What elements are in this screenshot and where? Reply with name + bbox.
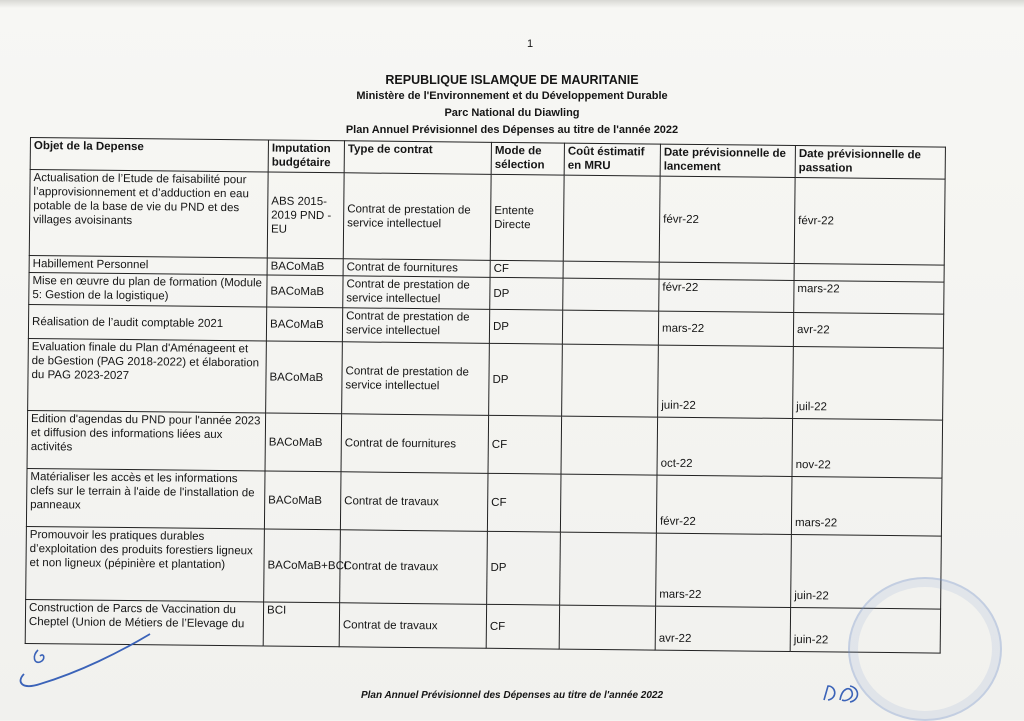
cell-passation: juil-22 [793,347,944,421]
expense-table [25,137,946,654]
cell-passation: mars-22 [791,476,942,536]
cell-imputation: BCI [263,602,339,647]
table-row [26,468,942,536]
cell-cout [563,261,659,279]
header-plan-title: Plan Annuel Prévisionnel des Dépenses au titre de l'année 2022 [345,124,679,136]
cell-passation: juin-22 [790,607,940,653]
cell-lancement: mars-22 [656,533,792,607]
cell-passation: avr-22 [793,313,943,349]
expense-table-wrapper [25,137,945,662]
cell-imputation: BACoMaB [265,413,342,472]
cell-objet: Construction de Parcs de Vaccination du Cheptel (Union de Métiers de l’Elevage du [25,599,263,645]
cell-lancement: févr-22 [659,279,794,312]
cell-type: Contrat de travaux [340,472,488,532]
cell-imputation: ABS 2015-2019 PND - EU [267,172,344,259]
cell-mode: DP [489,309,562,344]
col-header-lancement: Date prévisionnelle de lancement [660,144,795,177]
cell-objet: Evaluation finale du Plan d'Aménageent et de bGestion (PAG 2018-2022) et élaboration du PAG 2023-2027 [28,338,267,412]
cell-objet: Réalisation de l’audit comptable 2021 [28,304,266,340]
table-row [26,526,942,609]
cell-mode: CF [490,260,563,278]
cell-passation [794,264,944,283]
cell-cout [563,175,660,262]
page-number: 1 [527,38,534,50]
cell-type: Contrat de prestation de service intellectuel [343,276,490,310]
cell-lancement: juin-22 [658,345,794,418]
cell-passation: juin-22 [791,534,942,609]
cell-mode: CF [486,604,559,649]
col-header-mode: Mode de sélection [491,142,564,175]
table-row [28,338,944,420]
cell-mode: DP [487,531,561,605]
cell-type: Contrat de fournitures [343,259,490,278]
cell-type: Contrat de prestation de service intellectuel [343,173,491,261]
cell-type: Contrat de fournitures [341,414,489,474]
cell-passation: nov-22 [792,419,943,479]
cell-type: Contrat de travaux [340,530,488,605]
cell-imputation: BACoMaB [264,471,341,530]
page-footer: Plan Annuel Prévisionnel des Dépenses au titre de l'année 2022 [360,690,664,701]
header-country: REPUBLIQUE ISLAMQUE DE MAURITANIE [385,73,639,87]
cell-mode: CF [487,473,561,532]
header-ministry: Ministère de l'Environnement et du Développement Durable [356,90,668,102]
cell-cout [562,310,658,345]
cell-objet: Actualisation de l’Etude de faisabilité pour l’approvisionnement et d’adduction en eau potable de la base de vie du PND et des villages avoisinants [29,170,268,258]
cell-passation: mars-22 [794,281,944,315]
cell-objet: Mise en œuvre du plan de formation (Module 5: Gestion de la logistique) [29,272,267,306]
cell-mode: Entente Directe [490,174,564,261]
cell-lancement: mars-22 [658,311,793,346]
cell-imputation: BACoMaB+BCI [264,529,341,603]
col-header-cout: Coût éstimatif en MRU [564,143,660,176]
cell-objet: Edition d'agendas du PND pour l'année 2023 et diffusion des informations liées aux activités [27,410,266,470]
col-header-passation: Date prévisionnelle de passation [795,146,945,180]
cell-cout [563,278,659,311]
cell-mode: DP [489,343,563,416]
cell-lancement: févr-22 [656,475,792,534]
cell-mode: CF [488,415,562,474]
signature-image [10,612,170,702]
cell-type: Contrat de prestation de service intellectuel [342,308,489,344]
cell-lancement: avr-22 [655,606,790,651]
table-row [27,410,943,478]
cell-objet: Promouvoir les pratiques durables d’exploitation des produits forestiers ligneux et non ligneux (pépinière et plantation) [26,526,265,601]
col-header-objet: Objet de la Depense [30,138,268,172]
cell-type: Contrat de travaux [339,603,486,649]
cell-lancement: oct-22 [657,417,793,476]
col-header-type: Type de contrat [344,141,491,175]
cell-passation: févr-22 [794,178,945,266]
table-row [29,170,945,266]
cell-objet: Matérialiser les accès et les informations clefs sur le terrain à l'aide de l'installation de panneaux [26,468,265,528]
cell-cout [559,605,655,650]
cell-type: Contrat de prestation de service intellectuel [342,342,490,416]
scan-edge-shadow [0,0,1024,8]
cell-lancement: févr-22 [659,176,795,263]
cell-cout [560,474,657,533]
cell-imputation: BACoMaB [267,275,343,308]
cell-objet: Habillement Personnel [29,255,267,274]
cell-cout [562,344,659,417]
cell-cout [561,416,658,475]
cell-lancement [659,262,794,280]
cell-mode: DP [490,277,563,310]
col-header-imputation: Imputation budgétaire [268,140,344,173]
cell-imputation: BACoMaB [266,307,342,342]
cell-cout [560,532,657,606]
cell-imputation: BACoMaB [267,258,343,276]
cell-imputation: BACoMaB [266,341,343,414]
header-park: Parc National du Diawling [444,107,580,119]
